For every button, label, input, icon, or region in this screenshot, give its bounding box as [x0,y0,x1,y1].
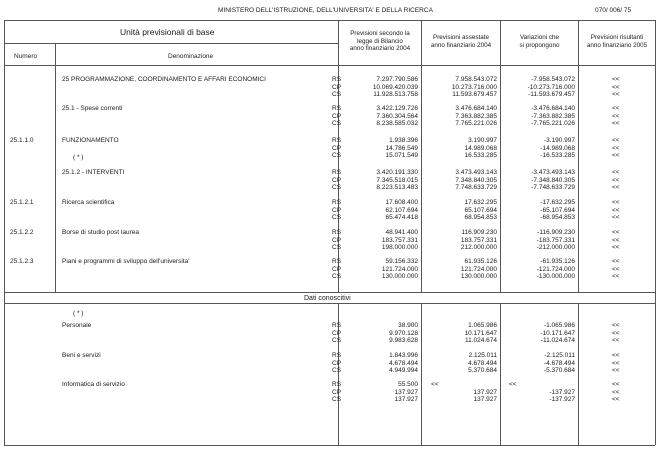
cell-value: 1.843.996 [389,352,418,359]
cell-value: 9.970.128 [389,329,418,337]
row-code-rs: RS [332,199,342,206]
cell-value: -3.476.684.140 [531,105,575,112]
table-bottom-rule [4,445,655,446]
cell-2005: << [612,273,620,281]
cell-value: 7.765.221.026 [455,120,497,128]
col-divider-numero [55,43,56,292]
row-code-rs: RS [332,258,342,265]
row-code-cs: CS [332,152,342,160]
cell-value: 7.348.840.305 [455,176,497,184]
cell-chevron: << [509,381,517,388]
cell-2005: << [612,112,620,120]
cell-value: 10.273.716.000 [451,83,497,91]
cell-value: -2.125.011 [544,352,575,359]
table-right-border [655,20,656,445]
cell-value: -212.000.000 [536,244,575,252]
row-label: Borse di studio post laurea [62,229,139,236]
cell-value: 198.000.000 [381,244,418,252]
cell-value: 7.363.882.385 [455,112,497,120]
cell-2005: << [612,169,620,176]
cell-value: 3.476.684.140 [455,105,497,112]
cell-value: 137.927 [473,388,497,396]
cell-value: 7.297.790.586 [376,76,418,83]
row-label: Informatica di servizio [62,381,125,388]
cell-value: -10.273.716.000 [527,83,575,91]
cell-value: -116.909.230 [537,229,575,236]
cell-value: 10.069.420.039 [372,83,418,91]
cell-value: 130.000.000 [460,273,497,281]
cell-value: 61.935.126 [464,258,497,265]
cell-2005: << [612,184,620,192]
cell-value: -137.927 [549,388,575,396]
cell-value: 68.954.853 [464,214,497,222]
cell-value: 10.171.647 [464,329,497,337]
cell-value: -7.363.882.385 [531,112,575,120]
row-code-cs: CS [332,396,342,404]
cell-2005: << [612,152,620,160]
row-code-cp: CP [332,144,342,152]
row-code-cp: CP [332,359,342,367]
cell-value: 65.474.418 [385,214,418,222]
cell-2005: << [612,214,620,222]
row-code-cs: CS [332,337,342,345]
cell-value: 9.983.628 [389,337,418,345]
dati-title: Dati conoscitivi [304,295,351,302]
col-divider-var-dati [500,303,501,445]
cell-value: -121.724.000 [536,265,575,273]
dati-star-note: ( * ) [73,310,84,317]
cell-2005: << [612,137,620,144]
cell-value: 55.500 [398,381,418,388]
row-code-cp: CP [332,236,342,244]
cell-value: 16.533.285 [464,152,497,160]
row-label: Personale [62,322,92,329]
cell-value: 2.125.011 [468,352,497,359]
header-assestate: Previsioni assestate anno finanziario 2004 [430,34,492,49]
row-code-rs: RS [332,137,342,144]
row-code-cs: CS [332,244,342,252]
row-code-cp: CP [332,83,342,91]
cell-value: -183.757.331 [536,236,575,244]
cell-value: 38.900 [398,322,418,329]
cell-value: 17.608.400 [385,199,418,206]
cell-value: -10.171.647 [540,329,575,337]
cell-value: -3.473.493.143 [531,169,575,176]
cell-2005: << [612,329,620,337]
cell-2005: << [612,359,620,367]
header-denominazione: Denominazione [168,53,214,60]
cell-value: -65.107.694 [540,206,575,214]
cell-2005: << [612,76,620,83]
row-code-rs: RS [332,322,342,329]
header-numero: Numero [14,53,38,60]
row-numero: 25.1.1.0 [10,137,34,144]
row-code-cs: CS [332,214,342,222]
col-divider-2005-dati [578,303,579,445]
cell-2005: << [612,396,620,404]
cell-value: 7.748.633.729 [455,184,497,192]
cell-2005: << [612,206,620,214]
dati-top-rule [4,292,655,293]
table-header-bottom-rule [4,65,655,66]
row-label: Beni e servizi [62,352,101,359]
group-title: Unità previsionali di base [120,27,215,37]
cell-value: 7.958.543.072 [455,76,497,83]
cell-value: 212.000.000 [460,244,497,252]
cell-2005: << [612,144,620,152]
cell-value: 4.678.494 [468,359,497,367]
cell-value: 7.360.304.564 [376,112,418,120]
row-code-cp: CP [332,112,342,120]
cell-2005: << [612,388,620,396]
page-code: 070/ 006/ 75 [595,7,632,14]
ministry-header: MINISTERO DELL'ISTRUZIONE, DELL'UNIVERSITA' E DELLA RICERCA [218,7,433,14]
cell-2005: << [612,105,620,112]
row-numero: 25.1.2.3 [10,258,34,265]
col-divider-assest [421,20,422,292]
cell-value: 137.927 [394,388,418,396]
row-code-cs: CS [332,91,342,99]
cell-value: 8.223.513.483 [376,184,418,192]
col-divider-2005 [578,20,579,292]
cell-value: -3.190.997 [543,137,575,144]
row-numero: 25.1.2.2 [10,229,34,236]
cell-2005: << [612,258,620,265]
cell-value: -4.678.494 [543,359,575,367]
cell-value: 4.949.994 [389,367,418,375]
row-numero: 25.1.2.1 [10,199,34,206]
cell-value: 1.938.396 [389,137,418,144]
dati-header-bottom-rule [4,303,655,304]
row-code-rs: RS [332,352,342,359]
cell-value: 183.757.331 [460,236,497,244]
cell-chevron: << [431,381,439,388]
cell-value: -16.533.285 [540,152,575,160]
cell-value: 11.024.674 [464,337,497,345]
cell-value: -7.348.840.305 [531,176,575,184]
cell-value: 14.786.549 [385,144,418,152]
cell-value: 130.000.000 [381,273,418,281]
cell-value: -68.954.853 [540,214,575,222]
cell-value: -1.065.986 [543,322,575,329]
header-prev-2004: Previsioni secondo la legge di Bilancio anno finanziario 2004 [349,30,411,52]
cell-2005: << [612,91,620,99]
cell-2005: << [612,244,620,252]
row-code-cp: CP [332,206,342,214]
row-code-cs: CS [332,184,342,192]
row-code-cs: CS [332,367,342,375]
row-label: 25.1 - Spese correnti [62,105,123,112]
cell-2005: << [612,352,620,359]
cell-2005: << [612,199,620,206]
cell-value: -61.935.126 [540,258,575,265]
cell-value: 65.107.694 [464,206,497,214]
row-code-rs: RS [332,381,342,388]
row-label: Piani e programmi di sviluppo dell'universita' [62,258,190,265]
cell-value: -130.000.000 [536,273,575,281]
row-code-cs: CS [332,120,342,128]
header-variazioni: Variazioni che si propongono [519,34,560,49]
cell-value: 15.071.549 [385,152,418,160]
cell-value: 3.190.997 [468,137,497,144]
row-label: FUNZIONAMENTO [62,137,119,144]
row-code-rs: RS [332,229,342,236]
cell-2005: << [612,322,620,329]
cell-value: -7.748.633.729 [531,184,575,192]
cell-2005: << [612,381,620,388]
cell-value: 62.107.694 [385,206,418,214]
star-note: ( * ) [73,154,84,161]
row-code-cp: CP [332,265,342,273]
cell-value: 11.593.679.457 [452,91,497,99]
cell-value: 1.065.986 [468,322,497,329]
row-label: Ricerca scientifica [62,199,115,206]
cell-value: 3.422.129.726 [376,105,418,112]
cell-value: -11.024.674 [540,337,575,345]
row-code-rs: RS [332,169,342,176]
cell-value: 7.345.518.015 [376,176,418,184]
cell-value: 3.420.191.330 [376,169,418,176]
cell-2005: << [612,337,620,345]
row-code-rs: RS [332,76,342,83]
cell-value: 5.370.684 [468,367,497,375]
table-top-rule [4,20,655,21]
row-code-cp: CP [332,176,342,184]
cell-value: 116.909.230 [461,229,497,236]
cell-value: 183.757.331 [381,236,418,244]
cell-value: 8.238.585.032 [376,120,418,128]
cell-2005: << [612,229,620,236]
row-label: 25 PROGRAMMAZIONE, COORDINAMENTO E AFFARI ECONOMICI [62,76,266,83]
row-code-cp: CP [332,388,342,396]
cell-2005: << [612,83,620,91]
cell-value: -11.593.679.457 [528,91,575,99]
cell-value: 4.678.494 [389,359,418,367]
cell-value: -5.370.684 [543,367,575,375]
cell-value: 137.927 [394,396,418,404]
cell-value: -7.765.221.026 [531,120,575,128]
cell-value: 137.927 [473,396,497,404]
cell-value: 17.632.295 [464,199,497,206]
cell-2005: << [612,367,620,375]
cell-2005: << [612,120,620,128]
cell-value: 121.724.000 [381,265,418,273]
table-left-border [4,20,5,445]
row-code-rs: RS [332,105,342,112]
row-label: 25.1.2 - INTERVENTI [62,169,125,176]
cell-value: 3.473.493.143 [455,169,497,176]
cell-value: 11.928.513.758 [373,91,418,99]
cell-value: -137.927 [549,396,575,404]
cell-2005: << [612,236,620,244]
header-2005: Previsioni risultanti anno finanziario 2005 [586,34,648,49]
cell-2005: << [612,176,620,184]
cell-value: 121.724.000 [460,265,497,273]
cell-value: -17.632.295 [540,199,575,206]
row-code-cp: CP [332,329,342,337]
cell-value: -7.958.543.072 [531,76,575,83]
col-divider-assest-dati [421,303,422,445]
cell-value: 48.941.400 [385,229,418,236]
cell-value: 59.156.332 [385,258,418,265]
cell-value: 14.989.068 [464,144,497,152]
col-divider-var [500,20,501,292]
row-code-cs: CS [332,273,342,281]
cell-2005: << [612,265,620,273]
cell-value: -14.989.068 [540,144,575,152]
